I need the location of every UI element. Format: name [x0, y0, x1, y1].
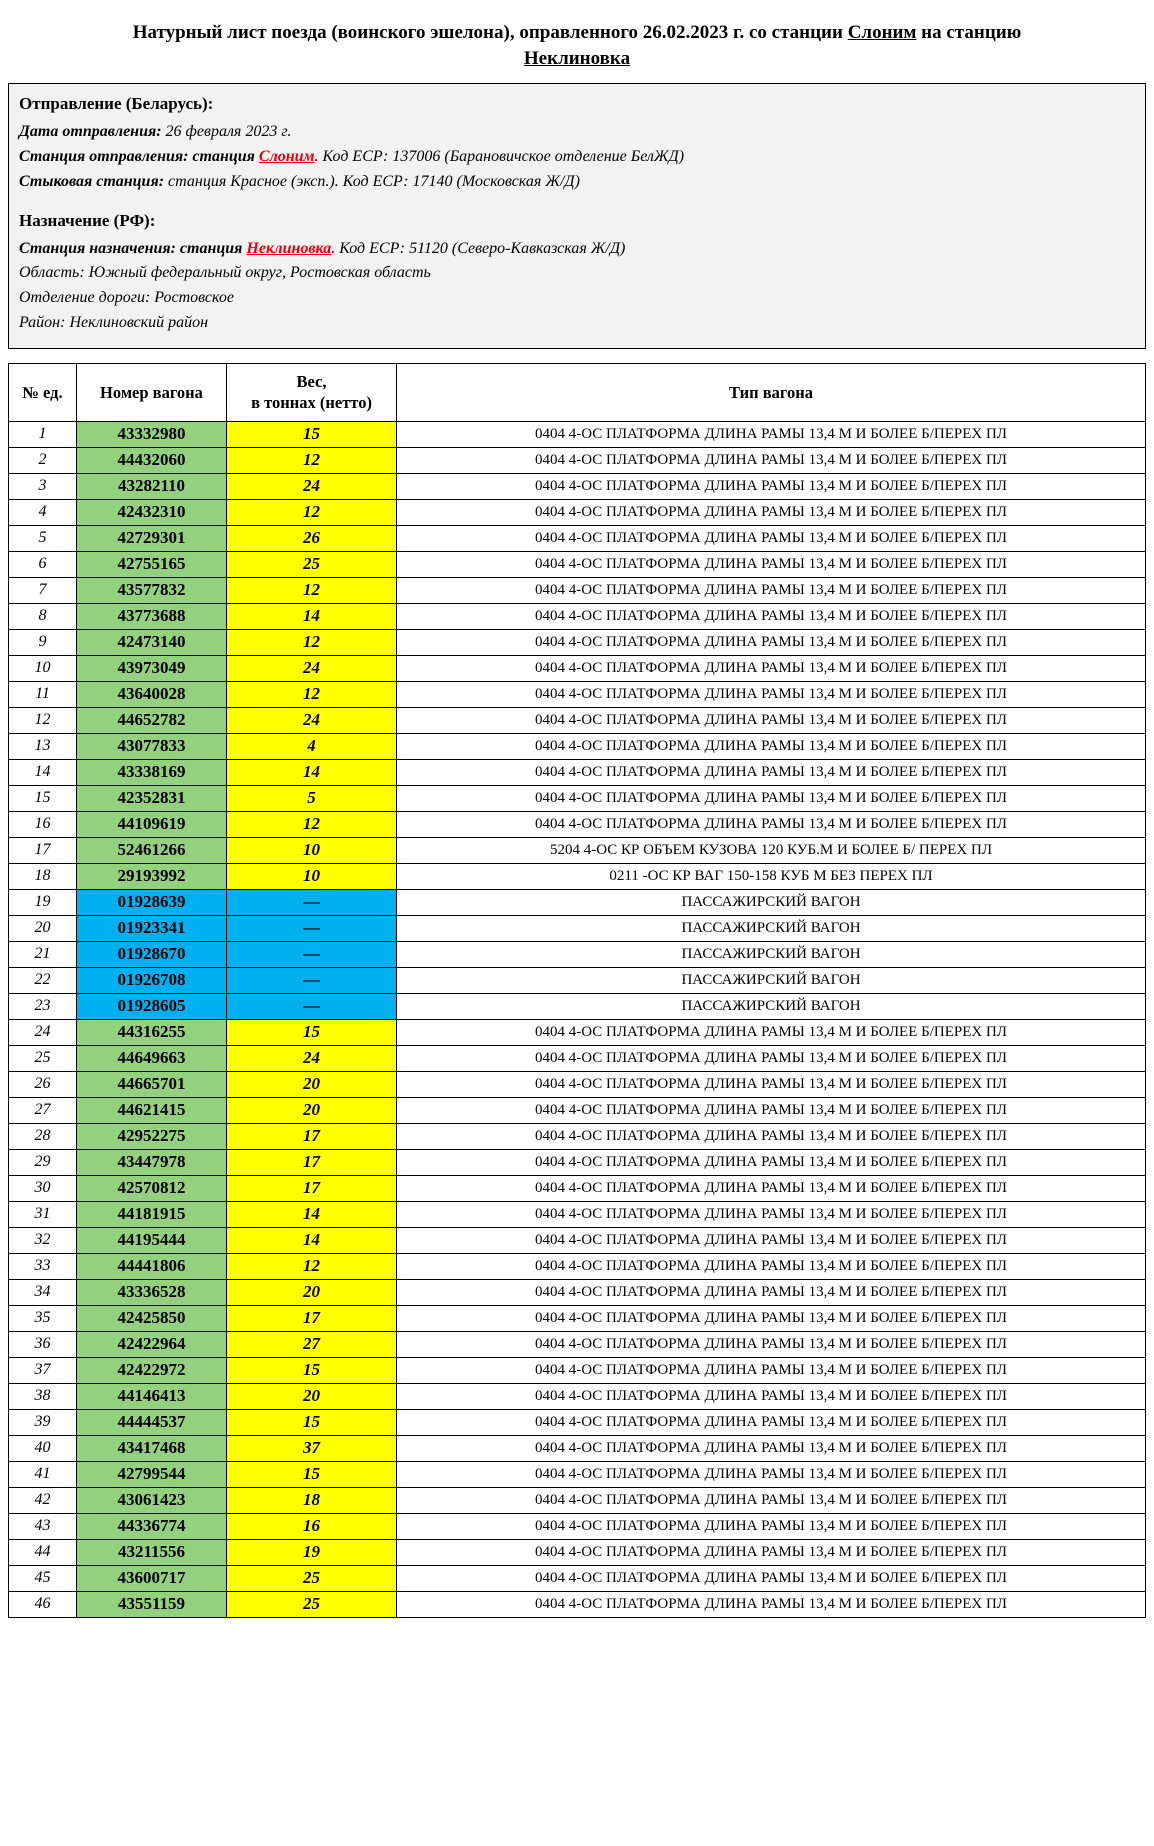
- cell-index: 40: [9, 1435, 77, 1461]
- destination-station-line: [19, 237, 1135, 262]
- cell-wagon-number: 44432060: [77, 447, 227, 473]
- cell-wagon-type: 0404 4-ОС ПЛАТФОРМА ДЛИНА РАМЫ 13,4 М И БОЛЕЕ Б/ПЕРЕХ ПЛ: [397, 1487, 1146, 1513]
- cell-wagon-number: 43417468: [77, 1435, 227, 1461]
- cell-wagon-type: 0404 4-ОС ПЛАТФОРМА ДЛИНА РАМЫ 13,4 М И БОЛЕЕ Б/ПЕРЕХ ПЛ: [397, 473, 1146, 499]
- cell-weight: 14: [227, 759, 397, 785]
- cell-wagon-number: 44665701: [77, 1071, 227, 1097]
- table-row: [9, 941, 1146, 967]
- departure-date-label: Дата отправления:: [19, 123, 162, 141]
- cell-weight: —: [227, 993, 397, 1019]
- destination-station-word: станция: [179, 239, 243, 257]
- table-row: [9, 473, 1146, 499]
- table-row: [9, 1253, 1146, 1279]
- district-line: [19, 311, 1135, 336]
- cell-wagon-type: ПАССАЖИРСКИЙ ВАГОН: [397, 889, 1146, 915]
- cell-wagon-number: 44649663: [77, 1045, 227, 1071]
- cell-wagon-number: 43551159: [77, 1591, 227, 1617]
- destination-station-label: Станция назначения:: [19, 239, 176, 257]
- table-row: [9, 1227, 1146, 1253]
- junction-station-label: Стыковая станция:: [19, 172, 165, 190]
- cell-weight: 19: [227, 1539, 397, 1565]
- cell-index: 16: [9, 811, 77, 837]
- cell-wagon-type: 0404 4-ОС ПЛАТФОРМА ДЛИНА РАМЫ 13,4 М И БОЛЕЕ Б/ПЕРЕХ ПЛ: [397, 499, 1146, 525]
- cell-wagon-type: ПАССАЖИРСКИЙ ВАГОН: [397, 915, 1146, 941]
- junction-station-value: станция Красное (эксп.). Код ЕСР: 17140 (Московская Ж/Д): [164, 172, 580, 190]
- departure-station-word: станция: [192, 148, 255, 166]
- cell-weight: 12: [227, 1253, 397, 1279]
- cell-weight: —: [227, 889, 397, 915]
- table-row: [9, 837, 1146, 863]
- cell-weight: 4: [227, 733, 397, 759]
- cell-wagon-type: 0404 4-ОС ПЛАТФОРМА ДЛИНА РАМЫ 13,4 М И БОЛЕЕ Б/ПЕРЕХ ПЛ: [397, 811, 1146, 837]
- cell-index: 10: [9, 655, 77, 681]
- table-row: [9, 993, 1146, 1019]
- cell-wagon-type: 0404 4-ОС ПЛАТФОРМА ДЛИНА РАМЫ 13,4 М И БОЛЕЕ Б/ПЕРЕХ ПЛ: [397, 1123, 1146, 1149]
- cell-weight: —: [227, 915, 397, 941]
- table-row: [9, 421, 1146, 447]
- cell-weight: 24: [227, 1045, 397, 1071]
- region-label: Область:: [19, 264, 85, 282]
- cell-wagon-number: 43282110: [77, 473, 227, 499]
- cell-index: 1: [9, 421, 77, 447]
- cell-index: 46: [9, 1591, 77, 1617]
- departure-station-name: Слоним: [258, 148, 315, 166]
- table-row: [9, 629, 1146, 655]
- table-row: [9, 655, 1146, 681]
- cell-wagon-type: 0404 4-ОС ПЛАТФОРМА ДЛИНА РАМЫ 13,4 М И БОЛЕЕ Б/ПЕРЕХ ПЛ: [397, 421, 1146, 447]
- cell-wagon-type: 0404 4-ОС ПЛАТФОРМА ДЛИНА РАМЫ 13,4 М И БОЛЕЕ Б/ПЕРЕХ ПЛ: [397, 1201, 1146, 1227]
- table-row: [9, 707, 1146, 733]
- cell-wagon-number: 44652782: [77, 707, 227, 733]
- cell-index: 33: [9, 1253, 77, 1279]
- region-value: Южный федеральный округ, Ростовская область: [84, 264, 431, 282]
- cell-wagon-number: 43640028: [77, 681, 227, 707]
- cell-weight: 26: [227, 525, 397, 551]
- cell-index: 2: [9, 447, 77, 473]
- header-wagon-type: Тип вагона: [397, 363, 1146, 421]
- cell-index: 31: [9, 1201, 77, 1227]
- table-row: [9, 915, 1146, 941]
- cell-wagon-number: 42755165: [77, 551, 227, 577]
- cell-weight: —: [227, 967, 397, 993]
- cell-weight: 20: [227, 1279, 397, 1305]
- cell-index: 4: [9, 499, 77, 525]
- cell-weight: 15: [227, 1409, 397, 1435]
- table-row: [9, 1539, 1146, 1565]
- cell-index: 11: [9, 681, 77, 707]
- cell-wagon-type: 0404 4-ОС ПЛАТФОРМА ДЛИНА РАМЫ 13,4 М И БОЛЕЕ Б/ПЕРЕХ ПЛ: [397, 525, 1146, 551]
- cell-wagon-type: 0404 4-ОС ПЛАТФОРМА ДЛИНА РАМЫ 13,4 М И БОЛЕЕ Б/ПЕРЕХ ПЛ: [397, 1175, 1146, 1201]
- cell-index: 9: [9, 629, 77, 655]
- cell-weight: 10: [227, 863, 397, 889]
- cell-wagon-type: 0211 -ОС КР ВАГ 150-158 КУБ М БЕЗ ПЕРЕХ ПЛ: [397, 863, 1146, 889]
- cell-weight: 15: [227, 1461, 397, 1487]
- header-weight-line2: в тоннах (нетто): [251, 393, 372, 413]
- cell-index: 19: [9, 889, 77, 915]
- cell-weight: 20: [227, 1071, 397, 1097]
- cell-wagon-type: 0404 4-ОС ПЛАТФОРМА ДЛИНА РАМЫ 13,4 М И БОЛЕЕ Б/ПЕРЕХ ПЛ: [397, 1461, 1146, 1487]
- departure-date-value: 26 февраля 2023 г.: [161, 123, 292, 141]
- cell-wagon-type: 0404 4-ОС ПЛАТФОРМА ДЛИНА РАМЫ 13,4 М И БОЛЕЕ Б/ПЕРЕХ ПЛ: [397, 1383, 1146, 1409]
- cell-wagon-number: 42799544: [77, 1461, 227, 1487]
- cell-wagon-type: ПАССАЖИРСКИЙ ВАГОН: [397, 941, 1146, 967]
- cell-wagon-number: 43973049: [77, 655, 227, 681]
- table-row: [9, 1097, 1146, 1123]
- departure-station-tail: . Код ЕСР: 137006 (Барановичское отделение БелЖД): [314, 148, 685, 166]
- cell-wagon-type: 0404 4-ОС ПЛАТФОРМА ДЛИНА РАМЫ 13,4 М И БОЛЕЕ Б/ПЕРЕХ ПЛ: [397, 1513, 1146, 1539]
- table-row: [9, 1331, 1146, 1357]
- departure-date-line: [19, 120, 1135, 145]
- cell-wagon-type: 0404 4-ОС ПЛАТФОРМА ДЛИНА РАМЫ 13,4 М И БОЛЕЕ Б/ПЕРЕХ ПЛ: [397, 1591, 1146, 1617]
- cell-wagon-number: 43577832: [77, 577, 227, 603]
- cell-wagon-number: 42432310: [77, 499, 227, 525]
- branch-label: Отделение дороги:: [19, 289, 151, 307]
- cell-wagon-number: 44441806: [77, 1253, 227, 1279]
- cell-weight: 24: [227, 473, 397, 499]
- table-row: [9, 1175, 1146, 1201]
- cell-wagon-type: 0404 4-ОС ПЛАТФОРМА ДЛИНА РАМЫ 13,4 М И БОЛЕЕ Б/ПЕРЕХ ПЛ: [397, 1279, 1146, 1305]
- table-row: [9, 811, 1146, 837]
- cell-weight: 12: [227, 499, 397, 525]
- cell-index: 8: [9, 603, 77, 629]
- cell-index: 43: [9, 1513, 77, 1539]
- table-row: [9, 785, 1146, 811]
- cell-wagon-number: 01928639: [77, 889, 227, 915]
- district-value: Неклиновский район: [65, 314, 209, 332]
- cell-wagon-number: 44621415: [77, 1097, 227, 1123]
- cell-wagon-number: 43211556: [77, 1539, 227, 1565]
- table-row: [9, 1305, 1146, 1331]
- cell-index: 39: [9, 1409, 77, 1435]
- branch-value: Ростовское: [150, 289, 234, 307]
- header-weight-line1: Вес,: [296, 371, 327, 391]
- shipment-info-block: [8, 83, 1146, 349]
- cell-wagon-type: 0404 4-ОС ПЛАТФОРМА ДЛИНА РАМЫ 13,4 М И БОЛЕЕ Б/ПЕРЕХ ПЛ: [397, 733, 1146, 759]
- departure-station-label: Станция отправления:: [19, 148, 189, 166]
- cell-wagon-type: 0404 4-ОС ПЛАТФОРМА ДЛИНА РАМЫ 13,4 М И БОЛЕЕ Б/ПЕРЕХ ПЛ: [397, 1071, 1146, 1097]
- departure-station-line: [19, 145, 1135, 170]
- cell-index: 15: [9, 785, 77, 811]
- cell-weight: 5: [227, 785, 397, 811]
- cell-weight: 14: [227, 1227, 397, 1253]
- cell-index: 32: [9, 1227, 77, 1253]
- cell-weight: 17: [227, 1149, 397, 1175]
- cell-wagon-type: 0404 4-ОС ПЛАТФОРМА ДЛИНА РАМЫ 13,4 М И БОЛЕЕ Б/ПЕРЕХ ПЛ: [397, 603, 1146, 629]
- cell-wagon-number: 44146413: [77, 1383, 227, 1409]
- cell-index: 6: [9, 551, 77, 577]
- table-row: [9, 1591, 1146, 1617]
- cell-wagon-type: 0404 4-ОС ПЛАТФОРМА ДЛИНА РАМЫ 13,4 М И БОЛЕЕ Б/ПЕРЕХ ПЛ: [397, 759, 1146, 785]
- region-line: [19, 261, 1135, 286]
- cell-wagon-type: ПАССАЖИРСКИЙ ВАГОН: [397, 967, 1146, 993]
- cell-weight: 12: [227, 577, 397, 603]
- cell-wagon-type: 0404 4-ОС ПЛАТФОРМА ДЛИНА РАМЫ 13,4 М И БОЛЕЕ Б/ПЕРЕХ ПЛ: [397, 1045, 1146, 1071]
- cell-weight: 25: [227, 1565, 397, 1591]
- destination-heading: Назначение (РФ):: [19, 210, 156, 230]
- table-row: [9, 759, 1146, 785]
- cell-wagon-number: 44109619: [77, 811, 227, 837]
- table-row: [9, 967, 1146, 993]
- cell-index: 13: [9, 733, 77, 759]
- cell-wagon-type: 0404 4-ОС ПЛАТФОРМА ДЛИНА РАМЫ 13,4 М И БОЛЕЕ Б/ПЕРЕХ ПЛ: [397, 1305, 1146, 1331]
- header-wagon-number: Номер вагона: [77, 363, 227, 421]
- cell-weight: 25: [227, 1591, 397, 1617]
- cell-wagon-number: 43077833: [77, 733, 227, 759]
- destination-station-name: Неклиновка: [246, 239, 332, 257]
- cell-index: 29: [9, 1149, 77, 1175]
- cell-weight: 24: [227, 655, 397, 681]
- cell-wagon-type: 0404 4-ОС ПЛАТФОРМА ДЛИНА РАМЫ 13,4 М И БОЛЕЕ Б/ПЕРЕХ ПЛ: [397, 1409, 1146, 1435]
- cell-wagon-number: 42473140: [77, 629, 227, 655]
- cell-weight: 14: [227, 603, 397, 629]
- cell-weight: 12: [227, 811, 397, 837]
- district-label: Район:: [19, 314, 66, 332]
- cell-wagon-number: 01928670: [77, 941, 227, 967]
- cell-weight: 27: [227, 1331, 397, 1357]
- cell-wagon-number: 29193992: [77, 863, 227, 889]
- cell-wagon-type: 0404 4-ОС ПЛАТФОРМА ДЛИНА РАМЫ 13,4 М И БОЛЕЕ Б/ПЕРЕХ ПЛ: [397, 1149, 1146, 1175]
- cell-wagon-type: 0404 4-ОС ПЛАТФОРМА ДЛИНА РАМЫ 13,4 М И БОЛЕЕ Б/ПЕРЕХ ПЛ: [397, 1227, 1146, 1253]
- cell-wagon-number: 43332980: [77, 421, 227, 447]
- cell-weight: 12: [227, 681, 397, 707]
- cell-wagon-type: 0404 4-ОС ПЛАТФОРМА ДЛИНА РАМЫ 13,4 М И БОЛЕЕ Б/ПЕРЕХ ПЛ: [397, 1097, 1146, 1123]
- cell-index: 18: [9, 863, 77, 889]
- cell-weight: 15: [227, 1019, 397, 1045]
- cell-index: 37: [9, 1357, 77, 1383]
- cell-wagon-number: 43773688: [77, 603, 227, 629]
- cell-index: 28: [9, 1123, 77, 1149]
- cell-wagon-number: 43447978: [77, 1149, 227, 1175]
- cell-wagon-type: 0404 4-ОС ПЛАТФОРМА ДЛИНА РАМЫ 13,4 М И БОЛЕЕ Б/ПЕРЕХ ПЛ: [397, 1019, 1146, 1045]
- cell-wagon-number: 44181915: [77, 1201, 227, 1227]
- cell-index: 45: [9, 1565, 77, 1591]
- table-row: [9, 1435, 1146, 1461]
- cell-index: 24: [9, 1019, 77, 1045]
- table-row: [9, 1383, 1146, 1409]
- cell-wagon-number: 52461266: [77, 837, 227, 863]
- table-row: [9, 889, 1146, 915]
- departure-heading: Отправление (Беларусь):: [19, 94, 214, 114]
- cell-wagon-number: 43336528: [77, 1279, 227, 1305]
- cell-weight: 17: [227, 1305, 397, 1331]
- cell-weight: 10: [227, 837, 397, 863]
- cell-index: 25: [9, 1045, 77, 1071]
- table-row: [9, 863, 1146, 889]
- wagons-table: [8, 363, 1146, 1618]
- cell-weight: 12: [227, 447, 397, 473]
- table-row: [9, 1357, 1146, 1383]
- cell-wagon-type: 0404 4-ОС ПЛАТФОРМА ДЛИНА РАМЫ 13,4 М И БОЛЕЕ Б/ПЕРЕХ ПЛ: [397, 1565, 1146, 1591]
- cell-wagon-number: 43600717: [77, 1565, 227, 1591]
- cell-weight: 14: [227, 1201, 397, 1227]
- cell-wagon-number: 44336774: [77, 1513, 227, 1539]
- cell-wagon-type: 0404 4-ОС ПЛАТФОРМА ДЛИНА РАМЫ 13,4 М И БОЛЕЕ Б/ПЕРЕХ ПЛ: [397, 785, 1146, 811]
- table-row: [9, 1279, 1146, 1305]
- cell-wagon-type: 0404 4-ОС ПЛАТФОРМА ДЛИНА РАМЫ 13,4 М И БОЛЕЕ Б/ПЕРЕХ ПЛ: [397, 655, 1146, 681]
- cell-wagon-number: 42352831: [77, 785, 227, 811]
- cell-weight: 24: [227, 707, 397, 733]
- cell-weight: 16: [227, 1513, 397, 1539]
- cell-index: 14: [9, 759, 77, 785]
- cell-wagon-number: 43338169: [77, 759, 227, 785]
- table-row: [9, 1045, 1146, 1071]
- table-row: [9, 525, 1146, 551]
- cell-wagon-type: 0404 4-ОС ПЛАТФОРМА ДЛИНА РАМЫ 13,4 М И БОЛЕЕ Б/ПЕРЕХ ПЛ: [397, 629, 1146, 655]
- table-row: [9, 577, 1146, 603]
- cell-index: 3: [9, 473, 77, 499]
- cell-index: 41: [9, 1461, 77, 1487]
- title-destination-station: Неклиновка: [523, 47, 631, 69]
- cell-index: 5: [9, 525, 77, 551]
- cell-wagon-number: 44316255: [77, 1019, 227, 1045]
- cell-weight: 25: [227, 551, 397, 577]
- cell-wagon-type: 0404 4-ОС ПЛАТФОРМА ДЛИНА РАМЫ 13,4 М И БОЛЕЕ Б/ПЕРЕХ ПЛ: [397, 681, 1146, 707]
- table-row: [9, 447, 1146, 473]
- title-line1-pre: Натурный лист поезда (воинского эшелона), оправленного 26.02.2023 г. со станции: [132, 22, 848, 43]
- table-row: [9, 499, 1146, 525]
- cell-wagon-number: 43061423: [77, 1487, 227, 1513]
- cell-wagon-type: 0404 4-ОС ПЛАТФОРМА ДЛИНА РАМЫ 13,4 М И БОЛЕЕ Б/ПЕРЕХ ПЛ: [397, 1357, 1146, 1383]
- table-row: [9, 1149, 1146, 1175]
- cell-wagon-number: 01923341: [77, 915, 227, 941]
- cell-weight: 15: [227, 1357, 397, 1383]
- cell-index: 44: [9, 1539, 77, 1565]
- cell-weight: 17: [227, 1175, 397, 1201]
- cell-index: 20: [9, 915, 77, 941]
- cell-weight: 20: [227, 1097, 397, 1123]
- cell-weight: 12: [227, 629, 397, 655]
- cell-wagon-number: 44195444: [77, 1227, 227, 1253]
- cell-index: 36: [9, 1331, 77, 1357]
- cell-weight: 17: [227, 1123, 397, 1149]
- cell-wagon-type: 0404 4-ОС ПЛАТФОРМА ДЛИНА РАМЫ 13,4 М И БОЛЕЕ Б/ПЕРЕХ ПЛ: [397, 1435, 1146, 1461]
- table-row: [9, 1071, 1146, 1097]
- cell-wagon-number: 42729301: [77, 525, 227, 551]
- cell-wagon-number: 42570812: [77, 1175, 227, 1201]
- cell-weight: 15: [227, 421, 397, 447]
- table-row: [9, 1409, 1146, 1435]
- title-line1-mid: на станцию: [916, 22, 1022, 43]
- cell-wagon-type: 0404 4-ОС ПЛАТФОРМА ДЛИНА РАМЫ 13,4 М И БОЛЕЕ Б/ПЕРЕХ ПЛ: [397, 1539, 1146, 1565]
- cell-index: 7: [9, 577, 77, 603]
- cell-wagon-type: 0404 4-ОС ПЛАТФОРМА ДЛИНА РАМЫ 13,4 М И БОЛЕЕ Б/ПЕРЕХ ПЛ: [397, 551, 1146, 577]
- cell-wagon-number: 01926708: [77, 967, 227, 993]
- cell-wagon-number: 42422972: [77, 1357, 227, 1383]
- header-index: № ед.: [9, 363, 77, 421]
- cell-weight: 18: [227, 1487, 397, 1513]
- table-row: [9, 551, 1146, 577]
- cell-wagon-number: 42425850: [77, 1305, 227, 1331]
- table-row: [9, 1513, 1146, 1539]
- table-row: [9, 1123, 1146, 1149]
- cell-weight: —: [227, 941, 397, 967]
- cell-index: 17: [9, 837, 77, 863]
- cell-index: 30: [9, 1175, 77, 1201]
- cell-weight: 20: [227, 1383, 397, 1409]
- cell-wagon-number: 42952275: [77, 1123, 227, 1149]
- cell-wagon-type: 0404 4-ОС ПЛАТФОРМА ДЛИНА РАМЫ 13,4 М И БОЛЕЕ Б/ПЕРЕХ ПЛ: [397, 1253, 1146, 1279]
- table-row: [9, 681, 1146, 707]
- cell-wagon-number: 42422964: [77, 1331, 227, 1357]
- table-row: [9, 603, 1146, 629]
- destination-station-tail: . Код ЕСР: 51120 (Северо-Кавказская Ж/Д): [331, 239, 626, 257]
- cell-wagon-type: 0404 4-ОС ПЛАТФОРМА ДЛИНА РАМЫ 13,4 М И БОЛЕЕ Б/ПЕРЕХ ПЛ: [397, 447, 1146, 473]
- cell-wagon-type: 0404 4-ОС ПЛАТФОРМА ДЛИНА РАМЫ 13,4 М И БОЛЕЕ Б/ПЕРЕХ ПЛ: [397, 577, 1146, 603]
- branch-line: [19, 286, 1135, 311]
- cell-index: 38: [9, 1383, 77, 1409]
- table-header-row: [9, 363, 1146, 421]
- cell-index: 42: [9, 1487, 77, 1513]
- cell-index: 34: [9, 1279, 77, 1305]
- cell-index: 23: [9, 993, 77, 1019]
- junction-station-line: [19, 170, 1135, 195]
- cell-index: 35: [9, 1305, 77, 1331]
- table-row: [9, 733, 1146, 759]
- wagons-table-body: [9, 421, 1146, 1617]
- cell-index: 27: [9, 1097, 77, 1123]
- cell-wagon-type: ПАССАЖИРСКИЙ ВАГОН: [397, 993, 1146, 1019]
- table-row: [9, 1487, 1146, 1513]
- page-title: [28, 20, 1126, 71]
- cell-wagon-type: 0404 4-ОС ПЛАТФОРМА ДЛИНА РАМЫ 13,4 М И БОЛЕЕ Б/ПЕРЕХ ПЛ: [397, 707, 1146, 733]
- cell-wagon-type: 5204 4-ОС КР ОБЪЕМ КУЗОВА 120 КУБ.М И БОЛЕЕ Б/ ПЕРЕХ ПЛ: [397, 837, 1146, 863]
- table-row: [9, 1201, 1146, 1227]
- cell-index: 12: [9, 707, 77, 733]
- cell-index: 22: [9, 967, 77, 993]
- table-row: [9, 1461, 1146, 1487]
- cell-index: 21: [9, 941, 77, 967]
- header-weight: [227, 363, 397, 421]
- cell-weight: 37: [227, 1435, 397, 1461]
- title-departure-station: Слоним: [847, 22, 917, 43]
- cell-wagon-number: 44444537: [77, 1409, 227, 1435]
- cell-wagon-number: 01928605: [77, 993, 227, 1019]
- cell-index: 26: [9, 1071, 77, 1097]
- table-row: [9, 1565, 1146, 1591]
- cell-wagon-type: 0404 4-ОС ПЛАТФОРМА ДЛИНА РАМЫ 13,4 М И БОЛЕЕ Б/ПЕРЕХ ПЛ: [397, 1331, 1146, 1357]
- table-row: [9, 1019, 1146, 1045]
